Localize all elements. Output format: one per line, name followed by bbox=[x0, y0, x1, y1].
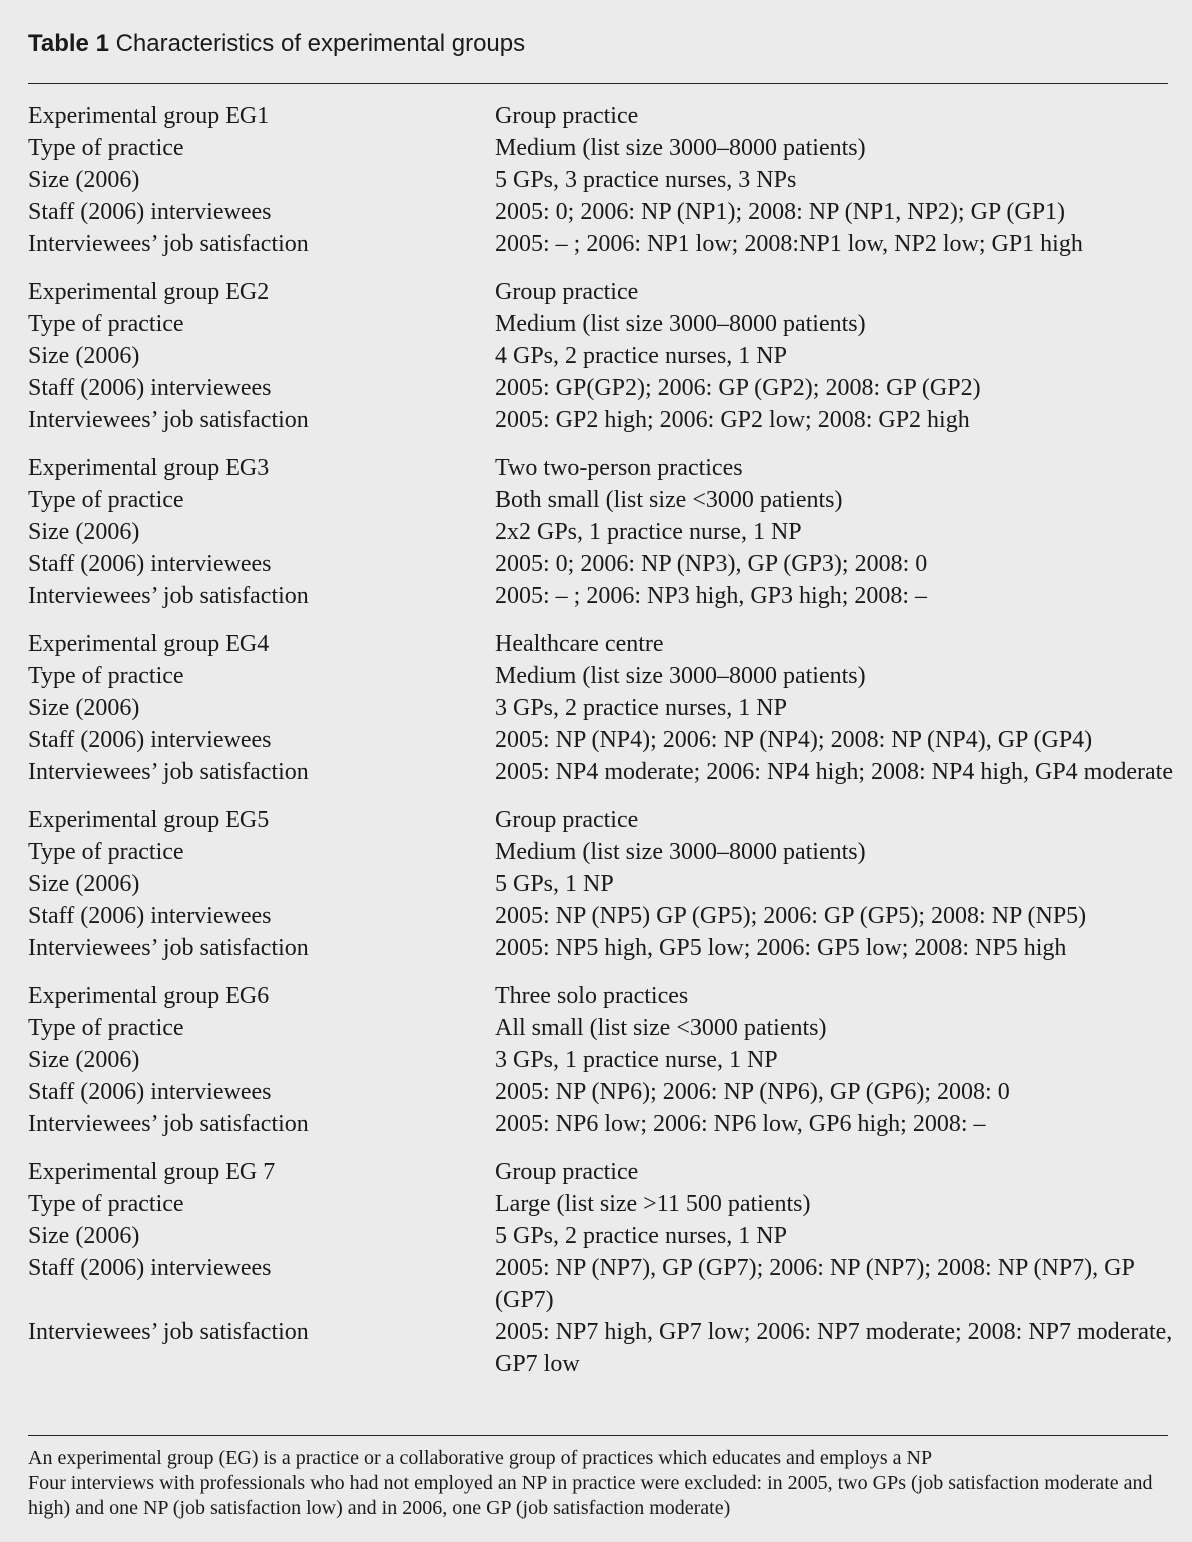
row-label: Staff (2006) interviewees bbox=[28, 551, 272, 577]
table-row bbox=[28, 580, 1178, 612]
experimental-group-block bbox=[28, 980, 1178, 1140]
table-row bbox=[28, 660, 1178, 692]
row-value: 2005: GP(GP2); 2006: GP (GP2); 2008: GP (GP2) bbox=[495, 375, 981, 401]
row-label: Type of practice bbox=[28, 135, 184, 161]
table-row bbox=[28, 1156, 1178, 1188]
row-label: Size (2006) bbox=[28, 519, 140, 545]
row-value: 2005: NP4 moderate; 2006: NP4 high; 2008: NP4 high, GP4 moderate bbox=[495, 759, 1173, 785]
row-label: Interviewees’ job satisfaction bbox=[28, 231, 309, 257]
row-label: Staff (2006) interviewees bbox=[28, 1255, 272, 1281]
row-value: 4 GPs, 2 practice nurses, 1 NP bbox=[495, 343, 787, 369]
table-row bbox=[28, 132, 1178, 164]
experimental-group-block bbox=[28, 804, 1178, 964]
row-value: 2005: – ; 2006: NP3 high, GP3 high; 2008: – bbox=[495, 583, 928, 609]
table-row bbox=[28, 1316, 1178, 1380]
row-label: Interviewees’ job satisfaction bbox=[28, 407, 309, 433]
row-value: 2005: NP6 low; 2006: NP6 low, GP6 high; 2008: – bbox=[495, 1111, 986, 1137]
row-label: Type of practice bbox=[28, 487, 184, 513]
table-caption-label: Table 1 bbox=[28, 30, 109, 57]
footnote: Four interviews with professionals who had not employed an NP in practice were excluded: in 2005, two GPs (job satisfaction moderate and high) and one NP (job satisfaction low) and in 2006, one GP (job satisfaction moderate) bbox=[28, 1472, 1153, 1519]
table-caption bbox=[28, 28, 525, 60]
row-value: 2005: NP5 high, GP5 low; 2006: GP5 low; 2008: NP5 high bbox=[495, 935, 1067, 961]
row-value: Large (list size >11 500 patients) bbox=[495, 1191, 811, 1217]
row-value: Group practice bbox=[495, 1159, 639, 1185]
row-label: Experimental group EG5 bbox=[28, 807, 270, 833]
row-value: 2005: 0; 2006: NP (NP1); 2008: NP (NP1, NP2); GP (GP1) bbox=[495, 199, 1066, 225]
experimental-group-block bbox=[28, 100, 1178, 260]
table-row bbox=[28, 724, 1178, 756]
row-label: Interviewees’ job satisfaction bbox=[28, 583, 309, 609]
row-label: Type of practice bbox=[28, 1015, 184, 1041]
row-label: Size (2006) bbox=[28, 1223, 140, 1249]
row-value: Three solo practices bbox=[495, 983, 689, 1009]
row-value: Both small (list size <3000 patients) bbox=[495, 487, 843, 513]
experimental-group-block bbox=[28, 452, 1178, 612]
row-value: 2005: GP2 high; 2006: GP2 low; 2008: GP2 high bbox=[495, 407, 970, 433]
row-label: Type of practice bbox=[28, 839, 184, 865]
table-row bbox=[28, 372, 1178, 404]
table-row bbox=[28, 628, 1178, 660]
table-row bbox=[28, 932, 1178, 964]
table-top-rule bbox=[28, 83, 1168, 84]
row-label: Experimental group EG4 bbox=[28, 631, 270, 657]
row-label: Size (2006) bbox=[28, 871, 140, 897]
table-row bbox=[28, 1220, 1178, 1252]
table-bottom-rule bbox=[28, 1435, 1168, 1436]
row-value: 5 GPs, 3 practice nurses, 3 NPs bbox=[495, 167, 797, 193]
row-value: 3 GPs, 2 practice nurses, 1 NP bbox=[495, 695, 787, 721]
row-value: 2x2 GPs, 1 practice nurse, 1 NP bbox=[495, 519, 802, 545]
row-label: Type of practice bbox=[28, 311, 184, 337]
table-caption-title: Characteristics of experimental groups bbox=[115, 30, 526, 57]
row-label: Experimental group EG3 bbox=[28, 455, 270, 481]
row-label: Experimental group EG2 bbox=[28, 279, 270, 305]
row-value: 2005: NP (NP6); 2006: NP (NP6), GP (GP6); 2008: 0 bbox=[495, 1079, 1010, 1105]
row-label: Type of practice bbox=[28, 1191, 184, 1217]
row-label: Size (2006) bbox=[28, 167, 140, 193]
table-row bbox=[28, 868, 1178, 900]
row-label: Size (2006) bbox=[28, 343, 140, 369]
row-label: Size (2006) bbox=[28, 1047, 140, 1073]
row-value: 2005: NP7 high, GP7 low; 2006: NP7 moderate; 2008: NP7 moderate, GP7 low bbox=[495, 1319, 1173, 1377]
table-row bbox=[28, 1076, 1178, 1108]
table-row bbox=[28, 548, 1178, 580]
row-value: Medium (list size 3000–8000 patients) bbox=[495, 311, 866, 337]
table-row bbox=[28, 100, 1178, 132]
table-row bbox=[28, 1188, 1178, 1220]
row-label: Staff (2006) interviewees bbox=[28, 1079, 272, 1105]
row-value: Group practice bbox=[495, 807, 639, 833]
table-row bbox=[28, 980, 1178, 1012]
row-value: 5 GPs, 2 practice nurses, 1 NP bbox=[495, 1223, 787, 1249]
row-value: 2005: – ; 2006: NP1 low; 2008:NP1 low, NP2 low; GP1 high bbox=[495, 231, 1083, 257]
row-value: 3 GPs, 1 practice nurse, 1 NP bbox=[495, 1047, 778, 1073]
row-label: Interviewees’ job satisfaction bbox=[28, 935, 309, 961]
row-label: Staff (2006) interviewees bbox=[28, 375, 272, 401]
experimental-group-block bbox=[28, 276, 1178, 436]
table-row bbox=[28, 484, 1178, 516]
characteristics-table bbox=[28, 100, 1178, 1396]
table-row bbox=[28, 900, 1178, 932]
row-label: Interviewees’ job satisfaction bbox=[28, 759, 309, 785]
row-value: Medium (list size 3000–8000 patients) bbox=[495, 663, 866, 689]
row-value: Healthcare centre bbox=[495, 631, 664, 657]
row-label: Staff (2006) interviewees bbox=[28, 727, 272, 753]
row-label: Experimental group EG6 bbox=[28, 983, 270, 1009]
table-row bbox=[28, 404, 1178, 436]
row-label: Interviewees’ job satisfaction bbox=[28, 1319, 309, 1345]
table-row bbox=[28, 340, 1178, 372]
footnote: An experimental group (EG) is a practice or a collaborative group of practices which educates and employs a NP bbox=[28, 1447, 933, 1469]
row-value: Group practice bbox=[495, 279, 639, 305]
table-row bbox=[28, 1108, 1178, 1140]
row-label: Size (2006) bbox=[28, 695, 140, 721]
row-value: Medium (list size 3000–8000 patients) bbox=[495, 135, 866, 161]
row-value: All small (list size <3000 patients) bbox=[495, 1015, 827, 1041]
table-row bbox=[28, 228, 1178, 260]
table-row bbox=[28, 276, 1178, 308]
row-value: Medium (list size 3000–8000 patients) bbox=[495, 839, 866, 865]
table-row bbox=[28, 836, 1178, 868]
table-row bbox=[28, 804, 1178, 836]
row-value: 2005: NP (NP7), GP (GP7); 2006: NP (NP7); 2008: NP (NP7), GP (GP7) bbox=[495, 1255, 1134, 1313]
row-value: 2005: NP (NP4); 2006: NP (NP4); 2008: NP (NP4), GP (GP4) bbox=[495, 727, 1093, 753]
row-label: Staff (2006) interviewees bbox=[28, 199, 272, 225]
table-row bbox=[28, 692, 1178, 724]
table-row bbox=[28, 1012, 1178, 1044]
table-row bbox=[28, 1044, 1178, 1076]
table-row bbox=[28, 452, 1178, 484]
experimental-group-block bbox=[28, 628, 1178, 788]
table-row bbox=[28, 756, 1178, 788]
table-row bbox=[28, 516, 1178, 548]
table-row bbox=[28, 1252, 1178, 1316]
row-value: 5 GPs, 1 NP bbox=[495, 871, 614, 897]
row-value: Two two-person practices bbox=[495, 455, 743, 481]
table-footnotes bbox=[28, 1446, 1168, 1521]
row-value: Group practice bbox=[495, 103, 639, 129]
row-label: Experimental group EG 7 bbox=[28, 1159, 276, 1185]
row-label: Experimental group EG1 bbox=[28, 103, 270, 129]
row-label: Type of practice bbox=[28, 663, 184, 689]
experimental-group-block bbox=[28, 1156, 1178, 1380]
table-row bbox=[28, 196, 1178, 228]
row-label: Staff (2006) interviewees bbox=[28, 903, 272, 929]
table-row bbox=[28, 164, 1178, 196]
table-row bbox=[28, 308, 1178, 340]
row-value: 2005: 0; 2006: NP (NP3), GP (GP3); 2008: 0 bbox=[495, 551, 928, 577]
row-label: Interviewees’ job satisfaction bbox=[28, 1111, 309, 1137]
row-value: 2005: NP (NP5) GP (GP5); 2006: GP (GP5); 2008: NP (NP5) bbox=[495, 903, 1087, 929]
